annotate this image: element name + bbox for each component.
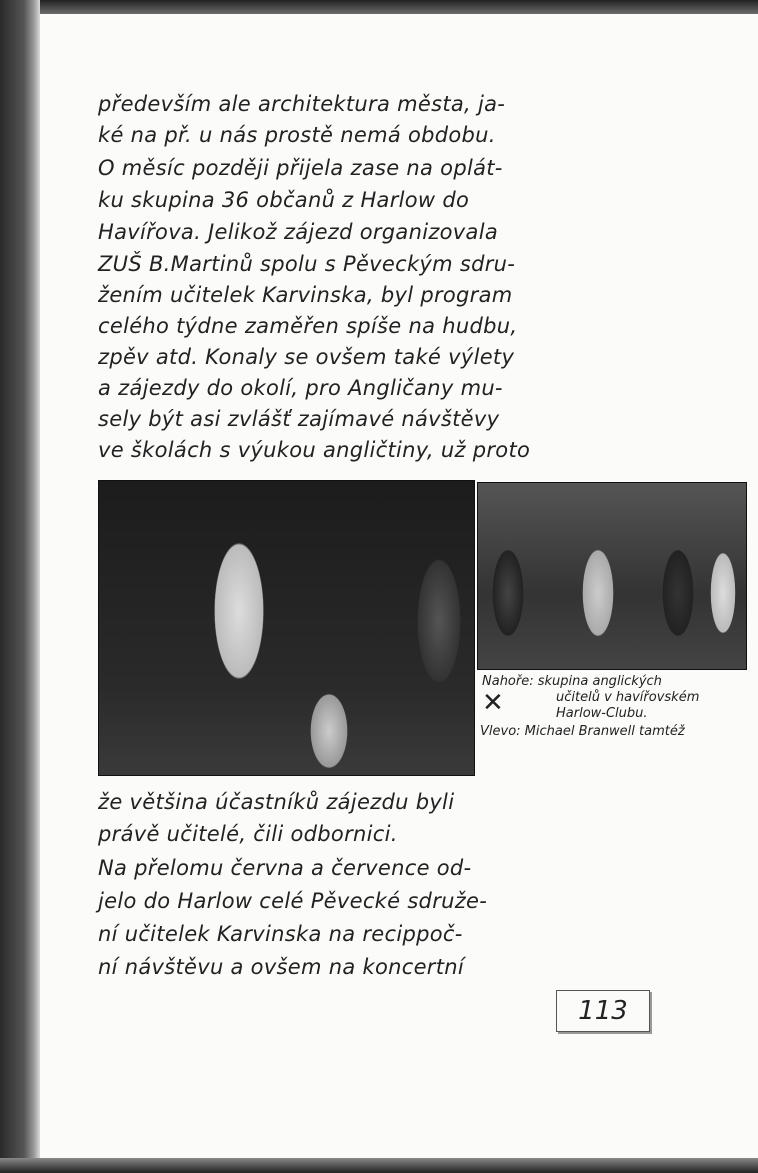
text-line: ZUŠ B.Martinů spolu s Pěveckým sdru- — [98, 252, 516, 276]
photo-michael-branwell-piano — [98, 480, 475, 776]
text-line: žením učitelek Karvinska, byl program — [98, 283, 513, 307]
text-line: a zájezdy do okolí, pro Angličany mu- — [98, 376, 503, 400]
text-line: celého týdne zaměřen spíše na hudbu, — [98, 314, 518, 338]
text-line: zpěv atd. Konaly se ovšem také výlety — [98, 345, 515, 369]
text-line: ku skupina 36 občanů z Harlow do — [98, 188, 470, 212]
text-line: že většina účastníků zájezdu byli — [98, 790, 455, 814]
page-number: 113 — [556, 990, 650, 1032]
text-line: ní učitelek Karvinska na recipроč- — [98, 922, 463, 946]
text-line: O měsíc později přijela zase na oplát- — [98, 156, 503, 180]
text-line: ké na př. u nás prostě nemá obdobu. — [98, 123, 496, 147]
text-line: ní návštěvu a ovšem na koncertní — [98, 955, 464, 979]
text-line: ve školách s výukou angličtiny, už proto — [98, 438, 531, 462]
caption-line: Vlevo: Michael Branwell tamtéž — [480, 724, 685, 739]
text-line: jelo do Harlow celé Pěvecké sdruže- — [98, 889, 488, 913]
caption-line: učitelů v havířovském — [556, 690, 700, 705]
book-binding-shadow — [0, 0, 40, 1173]
photo-english-teachers-group — [477, 482, 747, 670]
text-line: Havířova. Jelikož zájezd organizovala — [98, 220, 499, 244]
text-line: především ale architektura města, ja- — [98, 92, 506, 116]
caption-line: Nahoře: skupina anglických — [482, 674, 662, 689]
text-line: právě učitelé, čili odbornici. — [98, 822, 398, 846]
text-line: sely být asi zvlášť zajímavé návštěvy — [98, 407, 500, 431]
scan-bottom-edge — [0, 1158, 758, 1173]
caption-line: Harlow-Clubu. — [556, 706, 648, 721]
asterisk-marker-icon: ✕ — [482, 688, 504, 718]
text-line: Na přelomu června a července od- — [98, 856, 472, 880]
